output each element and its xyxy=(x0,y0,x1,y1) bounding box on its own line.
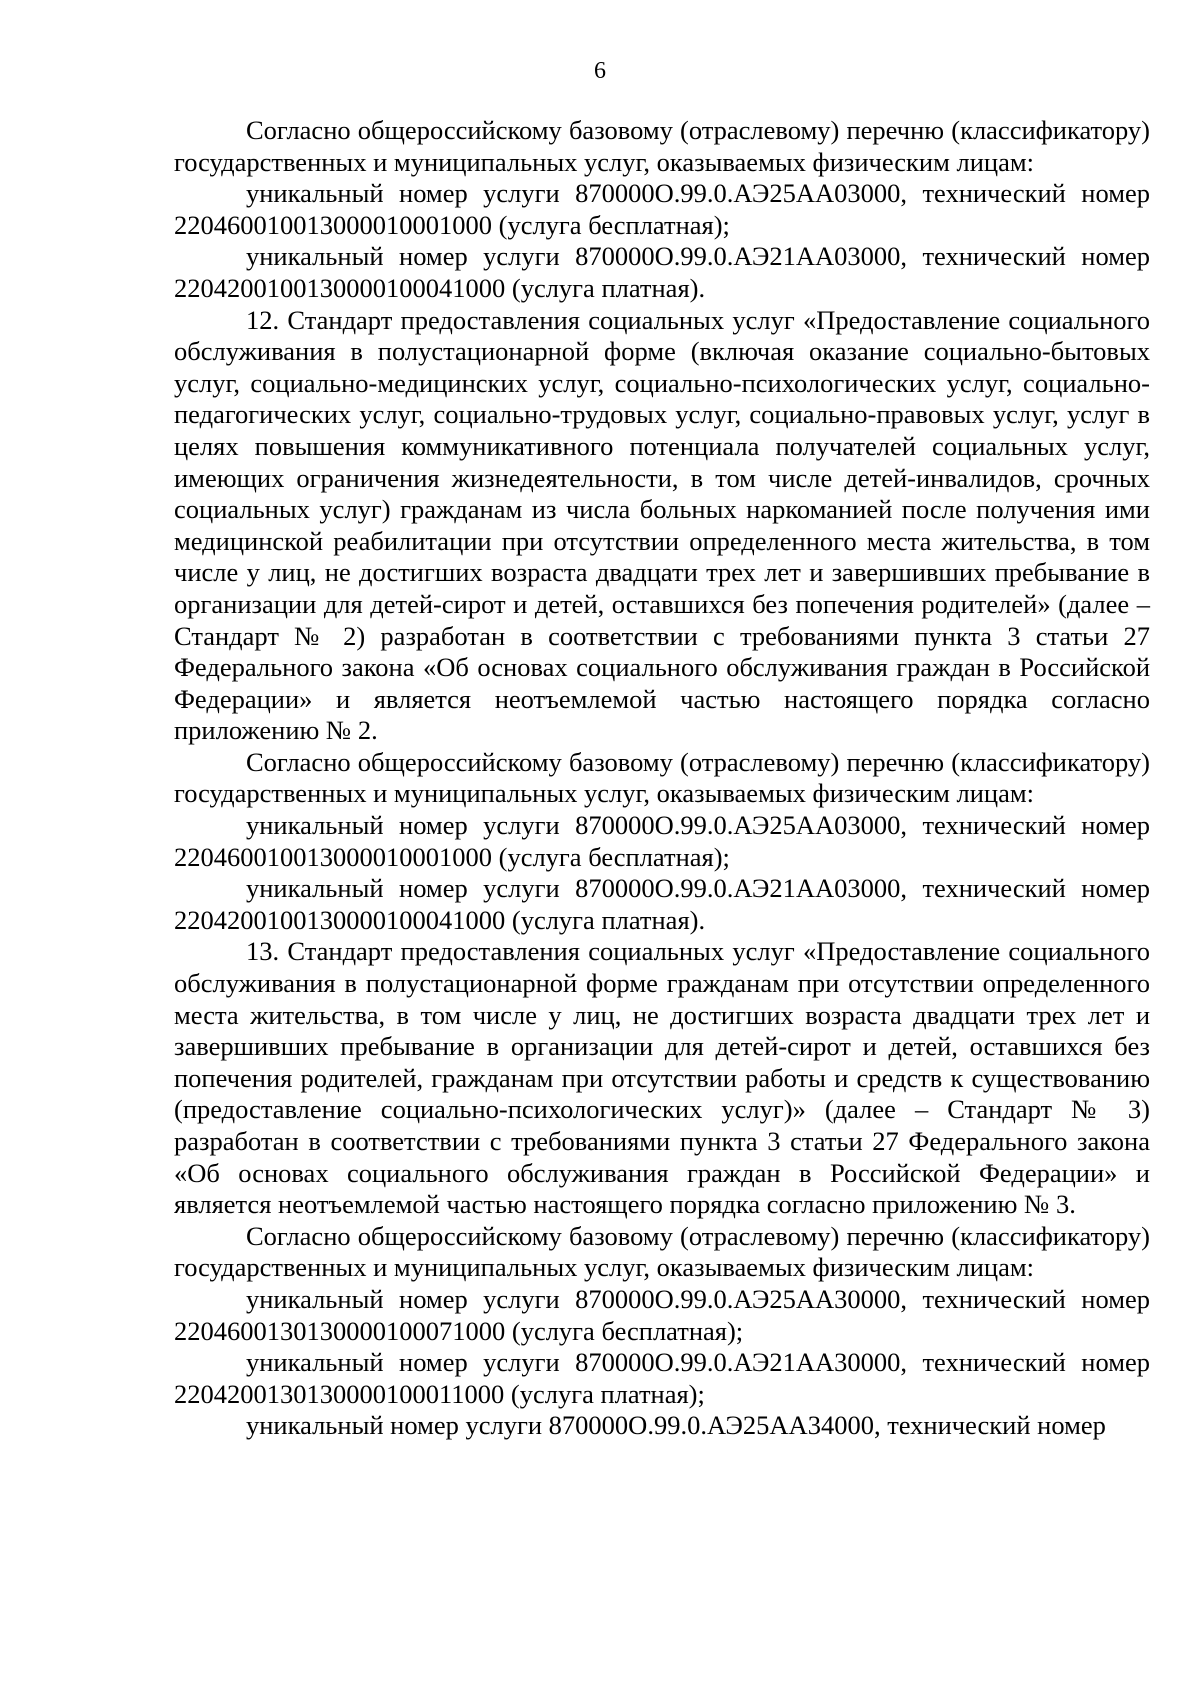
paragraph-service-number: уникальный номер услуги 870000О.99.0.АЭ21АА03000, технический номер 2204200100130000100041000 (услуга платная). xyxy=(174,873,1150,935)
paragraph-service-number: уникальный номер услуги 870000О.99.0.АЭ25АА30000, технический номер 2204600130130000100071000 (услуга бесплатная); xyxy=(174,1283,1150,1346)
paragraph-classifier-intro: Согласно общероссийскому базовому (отраслевому) перечню (классификатору) государственных и муниципальных услуг, оказываемых физическим лицам: xyxy=(174,746,1150,809)
paragraph-service-number: уникальный номер услуги 870000О.99.0.АЭ21АА03000, технический номер 2204200100130000100041000 (услуга платная). xyxy=(174,241,1150,303)
paragraph-service-number: уникальный номер услуги 870000О.99.0.АЭ25АА34000, технический номер xyxy=(246,1410,1106,1441)
paragraph-standard-13: 13. Стандарт предоставления социальных услуг «Предоставление социального обслуживания в полустационарной форме гражданам при отсутствии определенного места жительства, в том числе у лиц, не достигших возраста двадцати трех лет и завершивших пребывание в организации для детей-сирот и детей, оставшихся без попечения родителей, гражданам при отсутствии работы и средств к существованию (предоставление социально-психологических услуг)» (далее – Стандарт № 3) разработан в соответствии с требованиями пункта 3 статьи 27 Федерального закона «Об основах социального обслуживания граждан в Российской Федерации» и является неотъемлемой частью настоящего порядка согласно приложению № 3. xyxy=(174,936,1150,1220)
page-number: 6 xyxy=(594,58,606,84)
paragraph-classifier-intro: Согласно общероссийскому базовому (отраслевому) перечню (классификатору) государственных и муниципальных услуг, оказываемых физическим лицам: xyxy=(174,1220,1150,1283)
paragraph-service-number: уникальный номер услуги 870000О.99.0.АЭ21АА30000, технический номер 2204200130130000100011000 (услуга платная); xyxy=(174,1347,1150,1409)
paragraph-standard-12: 12. Стандарт предоставления социальных услуг «Предоставление социального обслуживания в полустационарной форме (включая оказание социально-бытовых услуг, социально-медицинских услуг, социально-психологических услуг, социально-педагогических услуг, социально-трудовых услуг, социально-правовых услуг, услуг в целях повышения коммуникативного потенциала получателей социальных услуг, имеющих ограничения жизнедеятельности, в том числе детей-инвалидов, срочных социальных услуг) гражданам из числа больных наркоманией после получения ими медицинской реабилитации при отсутствии определенного места жительства, в том числе у лиц, не достигших возраста двадцати трех лет и завершивших пребывание в организации для детей-сирот и детей, оставшихся без попечения родителей» (далее – Стандарт № 2) разработан в соответствии с требованиями пункта 3 статьи 27 Федерального закона «Об основах социального обслуживания граждан в Российской Федерации» и является неотъемлемой частью настоящего порядка согласно приложению № 2. xyxy=(174,304,1150,746)
paragraph-classifier-intro: Согласно общероссийскому базовому (отраслевому) перечню (классификатору) государственных и муниципальных услуг, оказываемых физическим лицам: xyxy=(174,115,1150,177)
document-body xyxy=(174,115,1150,1442)
paragraph-service-number: уникальный номер услуги 870000О.99.0.АЭ25АА03000, технический номер 220460010013000010001000 (услуга бесплатная); xyxy=(174,810,1150,872)
paragraph-service-number: уникальный номер услуги 870000О.99.0.АЭ25АА03000, технический номер 220460010013000010001000 (услуга бесплатная); xyxy=(174,178,1150,240)
